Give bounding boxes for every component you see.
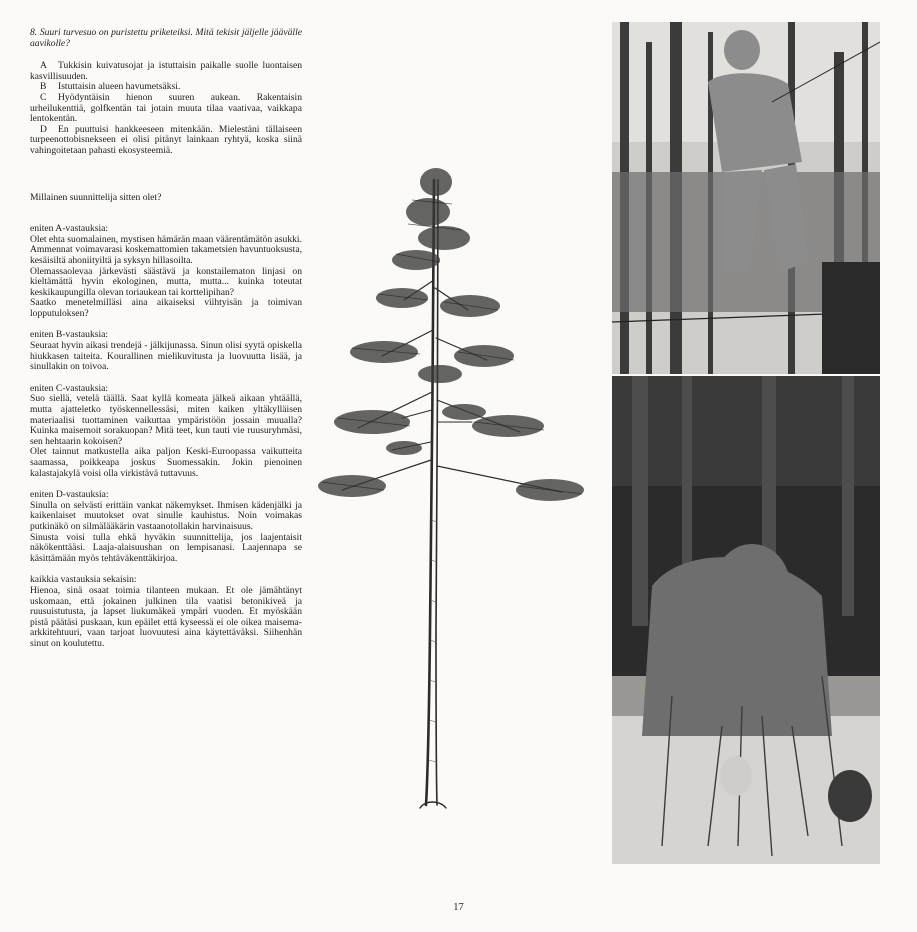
text-column bbox=[30, 28, 302, 650]
results-heading: Millainen suunnittelija sitten olet? bbox=[30, 191, 162, 203]
photo-forest-rope bbox=[612, 22, 880, 374]
option-text: Hyödyntäisin hienon suuren aukean. Rakentaisin urheilukenttiä, golfkentän tai jotain muuta tilaa vaativaa, vaikkapa lentokentän. bbox=[30, 91, 302, 125]
option-text: En puuttuisi hankkeeseen mitenkään. Mielestäni tällaiseen turpeenottobisnekseen ei olisi pitänyt lainkaan ryhtyä, koska siinä vahingoitetaan pahasti ekosysteemiä. bbox=[30, 123, 302, 156]
result-head: eniten D-vastauksia: bbox=[30, 489, 109, 501]
option-text: Tukkisin kuivatusojat ja istuttaisin paikalle suolle luontaisen kasvillisuuden. bbox=[30, 60, 302, 82]
result-paragraph: Suo siellä, vetelä täällä. Saat kyllä komeata jälkeä aikaan yhtäällä, mutta ajatteletko työskennellessäsi, miten kaiken yltäkylläisen materiaalisi tuottaminen vaikuttaa ympäristöön jossain muualla? Kuinka maisemoit sorakuopan? Mitä teet, kun tauti vie ruusuryhmäsi, sen hehtaarin kokoisen? bbox=[30, 393, 302, 447]
pine-tree-illustration bbox=[312, 160, 594, 860]
crouching-photo-icon bbox=[612, 376, 880, 864]
result-paragraph: Saatko menetelmilläsi aina aikaiseksi viihtyisän ja toimivan lopputuloksen? bbox=[30, 297, 302, 319]
option-a bbox=[30, 61, 302, 82]
pine-tree-icon bbox=[312, 160, 594, 860]
result-block-c bbox=[30, 384, 302, 479]
result-head: eniten B-vastauksia: bbox=[30, 329, 109, 341]
result-paragraph: Sinulla on selvästi erittäin vankat näkemykset. Ihmisen kädenjälki ja kaikenlaiset muutokset ovat sinulle kauhistus. Noin voimakas putkinäkö on silmälääkärin vastaanotollakin harvinaisuus. bbox=[30, 499, 302, 532]
result-paragraph: Olemassaolevaa järkevästi säästävä ja konstailematon linjasi on kieltämättä hyvin ekologinen, mutta, mutta... kuinka toteutat keskikaupungilla olevan toriaukean tai korttelipihan? bbox=[30, 265, 302, 298]
option-letter: C bbox=[40, 91, 47, 103]
result-paragraph: Sinusta voisi tulla ehkä hyväkin suunnittelija, jos laajentaisit näkökenttääsi. Laaja-alaisuushan on lempisanasi. Laajennapa se käsittämään myös tehtäväkenttäkirjoa. bbox=[30, 531, 302, 564]
result-head: eniten A-vastauksia: bbox=[30, 223, 109, 235]
option-d bbox=[30, 125, 302, 157]
result-head: eniten C-vastauksia: bbox=[30, 382, 109, 394]
result-block-d bbox=[30, 490, 302, 564]
result-paragraph: Hienoa, sinä osaat toimia tilanteen mukaan. Et ole jämähtänyt uskomaan, että jokainen julkinen tila vaatisi betonikiveä ja ruusuistutusta, ja lapset liukumäkeä ympäri vuoden. Et myöskään pistä päätäsi puskaan, kun epäilet että kyseessä ei ole oikea maisema-arkkitehtuuri, vaan tarjoat luovuutesi aina käytettäväksi. Siihenhän sinut on koulutettu. bbox=[30, 584, 302, 649]
question-title: 8. Suuri turvesuo on puristettu priketeiksi. Mitä tekisit jäljelle jäävälle aavikolle? bbox=[30, 27, 302, 49]
option-letter: B bbox=[40, 81, 47, 93]
result-block-mixed bbox=[30, 575, 302, 649]
result-head: kaikkia vastauksia sekaisin: bbox=[30, 574, 137, 586]
photo-forest-crouching bbox=[612, 376, 880, 864]
result-paragraph: Olet ehta suomalainen, mystisen hämärän maan väärentämätön asukki. Ammennat voimavarasi koskemattomien takametsien havuntuoksusta, kesäisiltä ahoniityiltä ja syksyn hillasoilta. bbox=[30, 233, 302, 266]
result-block-a bbox=[30, 224, 302, 319]
result-block-b bbox=[30, 330, 302, 372]
option-text: Istuttaisin alueen havumetsäksi. bbox=[58, 81, 181, 93]
option-c bbox=[30, 93, 302, 125]
forest-photo-icon bbox=[612, 22, 880, 374]
page-number: 17 bbox=[453, 902, 464, 913]
result-paragraph: Seuraat hyvin aikasi trendejä - jälkijunassa. Sinun olisi syytä opiskella hiukkasen taiteita. Kourallinen mielikuvitusta ja luovuutta lisää, ja sinullakin on toivoa. bbox=[30, 340, 302, 373]
result-paragraph: Olet tainnut matkustella aika paljon Keski-Euroopassa vaikutteita saamassa, poikkeapa joskus Suomessakin. Jokin pienoinen kalastajakylä voisi olla virkistävä tuttavuus. bbox=[30, 446, 302, 479]
option-letter: A bbox=[40, 60, 47, 72]
option-letter: D bbox=[40, 123, 47, 135]
